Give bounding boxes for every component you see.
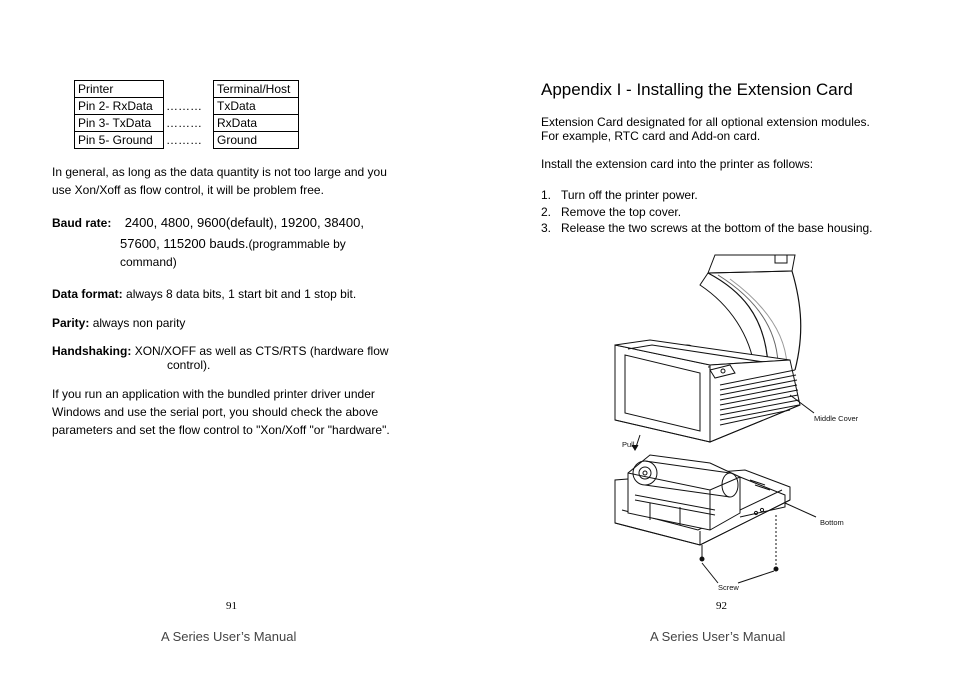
printer-illustration xyxy=(590,245,870,595)
pin-mapping-table xyxy=(74,80,299,149)
intro-paragraph xyxy=(541,115,870,143)
table-cell: RxData xyxy=(214,115,299,132)
step-text: Remove the top cover. xyxy=(561,204,682,219)
footer-left: A Series User’s Manual xyxy=(161,629,297,644)
printer-base xyxy=(615,455,790,545)
paragraph-line: For example, RTC card and Add-on card. xyxy=(541,129,761,143)
handshaking-label: Handshaking: xyxy=(52,344,132,358)
table-cell: Printer xyxy=(75,81,164,98)
data-format-line xyxy=(52,285,356,303)
step-text: Release the two screws at the bottom of the base housing. xyxy=(561,221,873,235)
list-item xyxy=(541,187,873,204)
bottom-leader xyxy=(785,503,816,517)
baud-rate-continuation xyxy=(120,235,346,253)
handshaking-value: XON/XOFF as well as CTS/RTS (hardware flow xyxy=(134,344,389,358)
handshaking-continuation: control). xyxy=(167,358,211,372)
baud-rate-note-2: command) xyxy=(120,255,177,269)
table-cell: ……… xyxy=(166,133,202,147)
printer-middle-cover xyxy=(615,255,801,442)
table-row xyxy=(75,115,299,132)
baud-rate-values-2: 57600, 115200 bauds. xyxy=(120,236,249,251)
parity-line xyxy=(52,314,185,332)
parity-value: always non parity xyxy=(92,316,186,330)
label-middle-cover: Middle Cover xyxy=(814,414,859,423)
install-intro: Install the extension card into the printer as follows: xyxy=(541,157,814,171)
list-item xyxy=(541,220,873,237)
table-cell: ……… xyxy=(166,116,202,130)
table-cell xyxy=(164,81,214,98)
step-number: 2. xyxy=(541,204,552,219)
handshaking-line xyxy=(52,344,389,358)
table-cell: ……… xyxy=(166,99,202,113)
table-cell: TxData xyxy=(214,98,299,115)
table-cell: Pin 5- Ground xyxy=(75,132,164,149)
table-cell: Terminal/Host xyxy=(214,81,299,98)
table-row xyxy=(75,81,299,98)
baud-rate-block xyxy=(52,214,364,232)
general-paragraph xyxy=(52,163,387,199)
page-number-left: 91 xyxy=(226,600,237,612)
table-row xyxy=(75,98,299,115)
step-text: Turn off the printer power. xyxy=(561,188,698,202)
footer-right: A Series User’s Manual xyxy=(650,629,786,644)
table-cell: Ground xyxy=(214,132,299,149)
page-number-right: 92 xyxy=(716,600,727,612)
paragraph-line: Windows and use the serial port, you should check the above xyxy=(52,405,379,419)
label-screw: Screw xyxy=(718,583,739,592)
baud-rate-note: (programmable by xyxy=(248,237,346,251)
table-cell: Pin 3- TxData xyxy=(75,115,164,132)
list-item xyxy=(541,204,873,221)
table-cell: Pin 2- RxData xyxy=(75,98,164,115)
data-format-label: Data format: xyxy=(52,287,123,301)
paragraph-line: parameters and set the flow control to "Xon/Xoff "or "hardware". xyxy=(52,423,390,437)
label-pull: Pull xyxy=(622,440,635,449)
parity-label: Parity: xyxy=(52,316,90,330)
page-title: Appendix I - Installing the Extension Card xyxy=(541,80,853,99)
step-number: 3. xyxy=(541,221,552,235)
step-number: 1. xyxy=(541,188,552,202)
paragraph-line: Extension Card designated for all optional extension modules. xyxy=(541,115,870,129)
baud-rate-label: Baud rate: xyxy=(52,216,112,230)
paragraph-line: If you run an application with the bundled printer driver under xyxy=(52,387,375,401)
paragraph-line: use Xon/Xoff as flow control, it will be problem free. xyxy=(52,183,324,197)
data-format-value: always 8 data bits, 1 start bit and 1 stop bit. xyxy=(126,287,357,301)
label-bottom: Bottom xyxy=(820,518,844,527)
windows-paragraph xyxy=(52,385,390,439)
paragraph-line: In general, as long as the data quantity is not too large and you xyxy=(52,165,387,179)
table-row xyxy=(75,132,299,149)
baud-rate-values: 2400, 4800, 9600(default), 19200, 38400, xyxy=(124,215,364,230)
steps-list xyxy=(541,187,873,237)
